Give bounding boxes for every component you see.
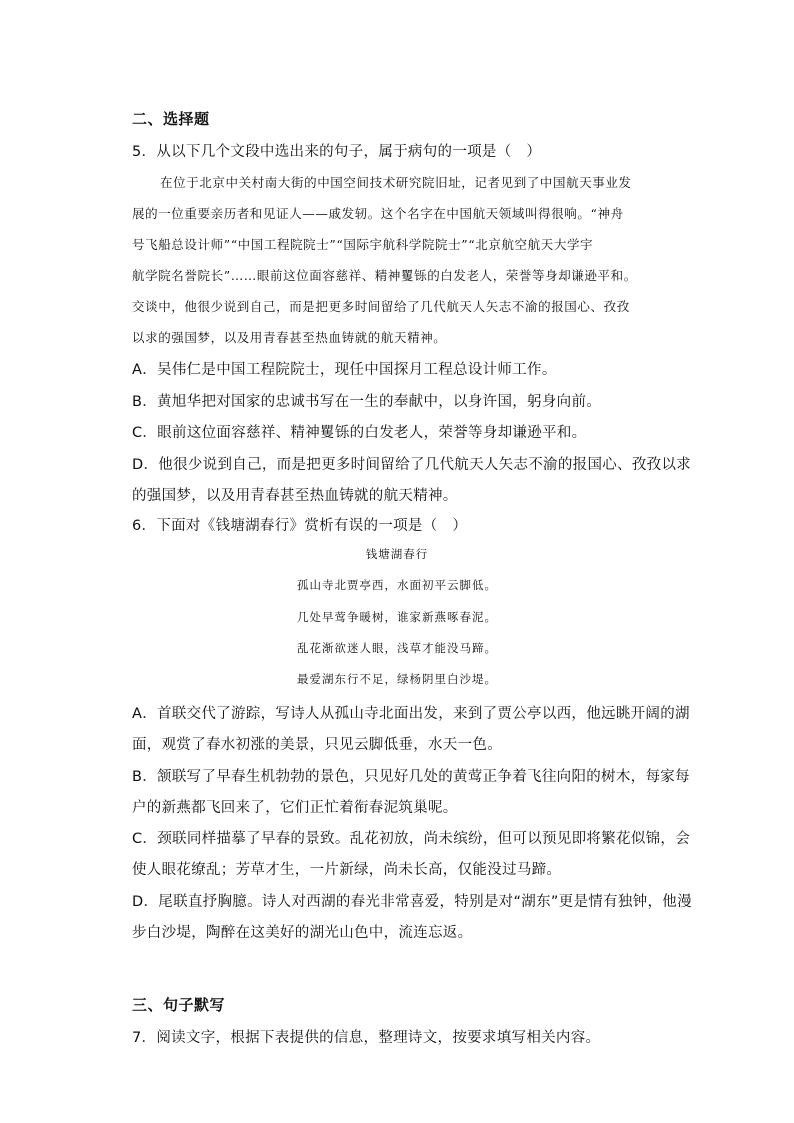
q6-option-b: B．颔联写了早春生机勃勃的景色，只见好几处的黄莺正争着飞往向阳的树木，每家每 (132, 769, 690, 785)
q5-passage-line: 以求的强国梦，以及用青春甚至热血铸就的航天精神。 (132, 330, 447, 345)
q5-passage-line: 号飞船总设计师”“中国工程院院士”“国际宇航科学院院士”“北京航空航天大学宇 (132, 237, 594, 252)
poem-line: 最爱湖东行不足，绿杨阴里白沙堤。 (297, 672, 497, 686)
q5-passage-line: 航学院名誉院长”……眼前这位面容慈祥、精神矍铄的白发老人，荣誉等身却谦逊平和。 (132, 268, 637, 283)
question-6-stem: 6．下面对《钱塘湖春行》赏析有误的一项是（ ） (132, 518, 468, 534)
q5-passage-line: 在位于北京中关村南大街的中国空间技术研究院旧址，记者见到了中国航天事业发 (160, 175, 632, 190)
question-5-stem: 5．从以下几个文段中选出来的句子，属于病句的一项是（ ） (132, 144, 542, 160)
q5-passage-line: 展的一位重要亲历者和见证人——戚发轫。这个名字在中国航天领域叫得很响。“神舟 (132, 206, 624, 221)
poem-line: 乱花渐欲迷人眼，浅草才能没马蹄。 (297, 641, 497, 655)
q6-option-d: D．尾联直抒胸臆。诗人对西湖的春光非常喜爱，特别是对“湖东”更是情有独钟，他漫 (132, 894, 692, 910)
q6-option-c: C．颈联同样描摹了早春的景致。乱花初放，尚未缤纷，但可以预见即将繁花似锦，会 (132, 831, 691, 847)
q5-option-b: B．黄旭华把对国家的忠诚书写在一生的奉献中，以身许国，躬身向前。 (132, 394, 602, 410)
q6-option-b-cont: 户的新燕都飞回来了，它们正忙着衔春泥筑巢呢。 (132, 800, 458, 816)
q6-option-a-cont: 面，观赏了春水初涨的美景，只见云脚低垂，水天一色。 (132, 737, 502, 753)
q5-option-d: D．他很少说到自己，而是把更多时间留给了几代航天人矢志不渝的报国心、孜孜以求 (132, 457, 692, 473)
q5-passage-line: 交谈中，他很少说到自己，而是把更多时间留给了几代航天人矢志不渝的报国心、孜孜 (132, 299, 630, 314)
poem-line: 几处早莺争暖树，谁家新燕啄春泥。 (297, 610, 497, 624)
poem-line: 孤山寺北贾亭西，水面初平云脚低。 (297, 578, 497, 592)
q5-option-a: A．吴伟仁是中国工程院院士，现任中国探月工程总设计师工作。 (132, 362, 557, 378)
poem-title: 钱塘湖春行 (365, 547, 429, 561)
question-7-stem: 7．阅读文字，根据下表提供的信息，整理诗文，按要求填写相关内容。 (132, 1030, 601, 1046)
section-heading-choice: 二、选择题 (132, 110, 210, 128)
q6-option-a: A．首联交代了游踪，写诗人从孤山寺北面出发，来到了贾公亭以西，他远眺开阔的湖 (132, 706, 690, 722)
section-heading-recitation: 三、句子默写 (132, 996, 226, 1014)
q5-option-c: C．眼前这位面容慈祥、精神矍铄的白发老人，荣誉等身却谦逊平和。 (132, 425, 587, 441)
q5-option-d-cont: 的强国梦，以及用青春甚至热血铸就的航天精神。 (132, 488, 458, 504)
q6-option-c-cont: 使人眼花缭乱；芳草才生，一片新绿，尚未长高，仅能没过马蹄。 (132, 862, 562, 878)
q6-option-d-cont: 步白沙堤，陶醉在这美好的湖光山色中，流连忘返。 (132, 925, 473, 941)
